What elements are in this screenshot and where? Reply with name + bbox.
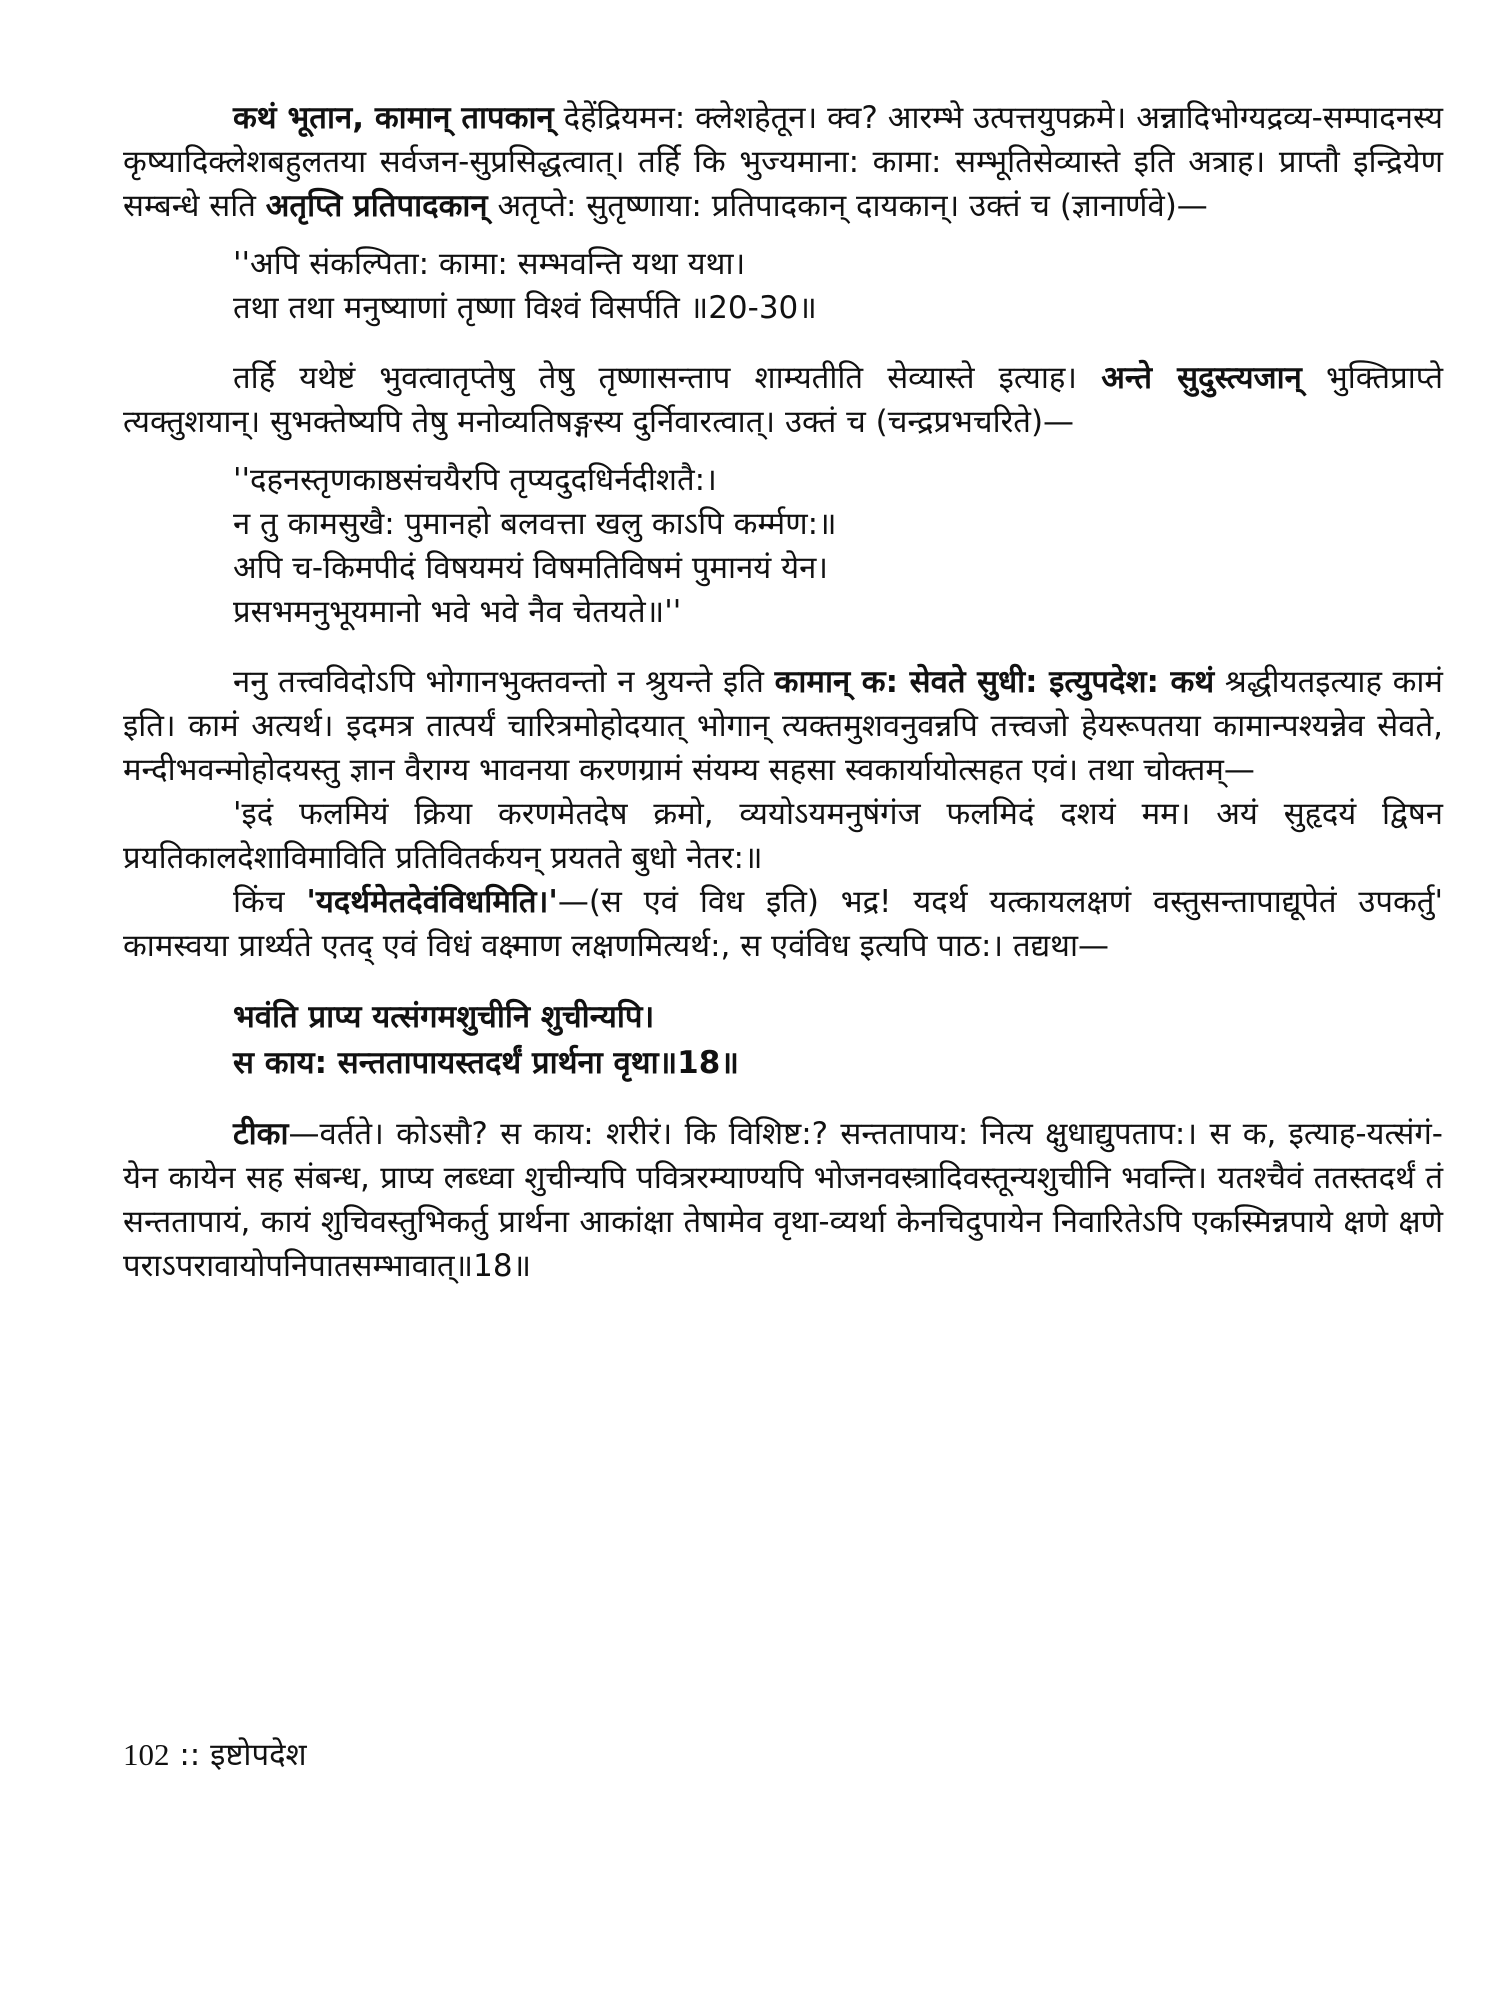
footer-separator: :: [179, 1737, 201, 1773]
paragraph-3 [123, 660, 1443, 792]
paragraph-1 [123, 96, 1443, 228]
bold-phrase: कथं भूतान, कामान् तापकान् [233, 100, 554, 136]
book-title: इष्टोपदेश [210, 1737, 307, 1773]
verse-line: तथा तथा मनुष्याणां तृष्णा विश्वं विसर्पति ॥20-30॥ [233, 290, 817, 326]
verse-line: अपि च-किमपीदं विषयमयं विषमतिविषमं पुमानयं येन। [233, 550, 829, 586]
page-footer [123, 1735, 307, 1775]
paragraph-2 [123, 356, 1443, 444]
page-body [123, 96, 1443, 1288]
tika-label: टीका [233, 1116, 289, 1152]
bold-phrase: कामान् क: सेवते सुधी: इत्युपदेश: कथं [774, 664, 1215, 700]
bold-phrase: अन्ते सुदुस्त्यजान् [1101, 360, 1302, 396]
paragraph-4: 'इदं फलमियं क्रिया करणमेतदेष क्रमो, व्ययोऽयमनुषंगंज फलमिदं दशयं मम। अयं सुहृदयं द्विषन प्रयतिकालदेशाविमाविति प्रतिवितर्कयन् प्रयतते बुधो नेतर:॥ [123, 796, 1443, 876]
paragraph-text: किंच [233, 884, 307, 920]
paragraph-text: अतृप्ते: सुतृष्णाया: प्रतिपादकान् दायकान्। उक्तं च (ज्ञानार्णवे)— [487, 188, 1208, 224]
main-verse-18 [233, 994, 1443, 1086]
quote-verse-1 [233, 242, 1443, 330]
verse-line: भवंति प्राप्य यत्संगमशुचीनि शुचीन्यपि। [233, 999, 655, 1035]
paragraph-text: —वर्तते। कोऽसौ? स काय: शरीरं। कि विशिष्ट:? सन्ततापाय: नित्य क्षुधाद्युपताप:। स क, इत्याह-यत्संगं-येन कायेन सह संबन्ध, प्राप्य लब्ध्वा शुचीन्यपि पवित्ररम्याण्यपि भोजनवस्त्रादिवस्तून्यशुचीनि भवन्ति। यतश्चैवं ततस्तदर्थं तं सन्ततापायं, कायं शुचिवस्तुभिकर्तु प्रार्थना आकांक्षा तेषामेव वृथा-व्यर्था केनचिदुपायेन निवारितेऽपि एकस्मिन्नपाये क्षणे क्षणे पराऽपरावायोपनिपातसम्भावात्॥18॥ [123, 1116, 1443, 1284]
verse-line: ''अपि संकल्पिता: कामा: सम्भवन्ति यथा यथा। [233, 246, 746, 282]
page-number: 102 [123, 1737, 170, 1772]
commentary-paragraph [123, 1112, 1443, 1288]
paragraph-text: श्रद्धीयतइत्याह कामं इति। कामं अत्यर्थ। इदमत्र तात्पर्यं चारित्रमोहोदयात् भोगान् त्यक्तमुशवनुवन्नपि तत्त्वजो हेयरूपतया कामान्पश्यन्नेव सेवते, मन्दीभवन्मोहोदयस्तु ज्ञान वैराग्य भावनया करणग्रामं संयम्य सहसा स्वकार्यायोत्सहत एवं। तथा चोक्तम्— [123, 664, 1443, 788]
quote-verse-2 [233, 458, 1443, 634]
bold-phrase: 'यदर्थमेतदेवंविधमिति।' [306, 884, 558, 920]
paragraph-5 [123, 880, 1443, 968]
bold-phrase: अतृप्ति प्रतिपादकान् [265, 188, 488, 224]
paragraph-text: ननु तत्त्वविदोऽपि भोगानभुक्तवन्तो न श्रुयन्ते इति [233, 664, 775, 700]
verse-line: न तु कामसुखै: पुमानहो बलवत्ता खलु काऽपि कर्म्मण:॥ [233, 506, 837, 542]
paragraph-text: तर्हि यथेष्टं भुवत्वातृप्तेषु तेषु तृष्णासन्ताप शाम्यतीति सेव्यास्ते इत्याह। [233, 360, 1102, 396]
verse-line: स काय: सन्ततापायस्तदर्थं प्रार्थना वृथा॥18॥ [233, 1045, 739, 1081]
paragraph-text: —(स एवं विध इति) भद्र! यदर्थ यत्कायलक्षणं वस्तुसन्तापाद्यूपेतं उपकर्तु' कामस्वया प्रार्थ्यते एतद् एवं विधं वक्ष्माण लक्षणमित्यर्थ:, स एवंविध इत्यपि पाठ:। तद्यथा— [123, 884, 1443, 964]
verse-line: प्रसभमनुभूयमानो भवे भवे नैव चेतयते॥'' [233, 594, 682, 630]
paragraph-text: देहेंद्रियमन: क्लेशहेतून। क्व? आरम्भे उत्पत्तयुपक्रमे। अन्नादिभोग्यद्रव्य-सम्पादनस्य कृष्यादिक्लेशबहुलतया सर्वजन-सुप्रसिद्धत्वात्। तर्हि कि भुज्यमाना: कामा: सम्भूतिसेव्यास्ते इति अत्राह। प्राप्तौ इन्द्रियेण सम्बन्धे सति [123, 100, 1443, 224]
verse-line: ''दहनस्तृणकाष्ठसंचयैरपि तृप्यदुदधिर्नदीशतै:। [233, 462, 717, 498]
paragraph-text: भुक्तिप्राप्ते त्यक्तुशयान्। सुभक्तेष्यपि तेषु मनोव्यतिषङ्गस्य दुर्निवारत्वात्। उक्तं च (चन्द्रप्रभचरिते)— [123, 360, 1443, 440]
